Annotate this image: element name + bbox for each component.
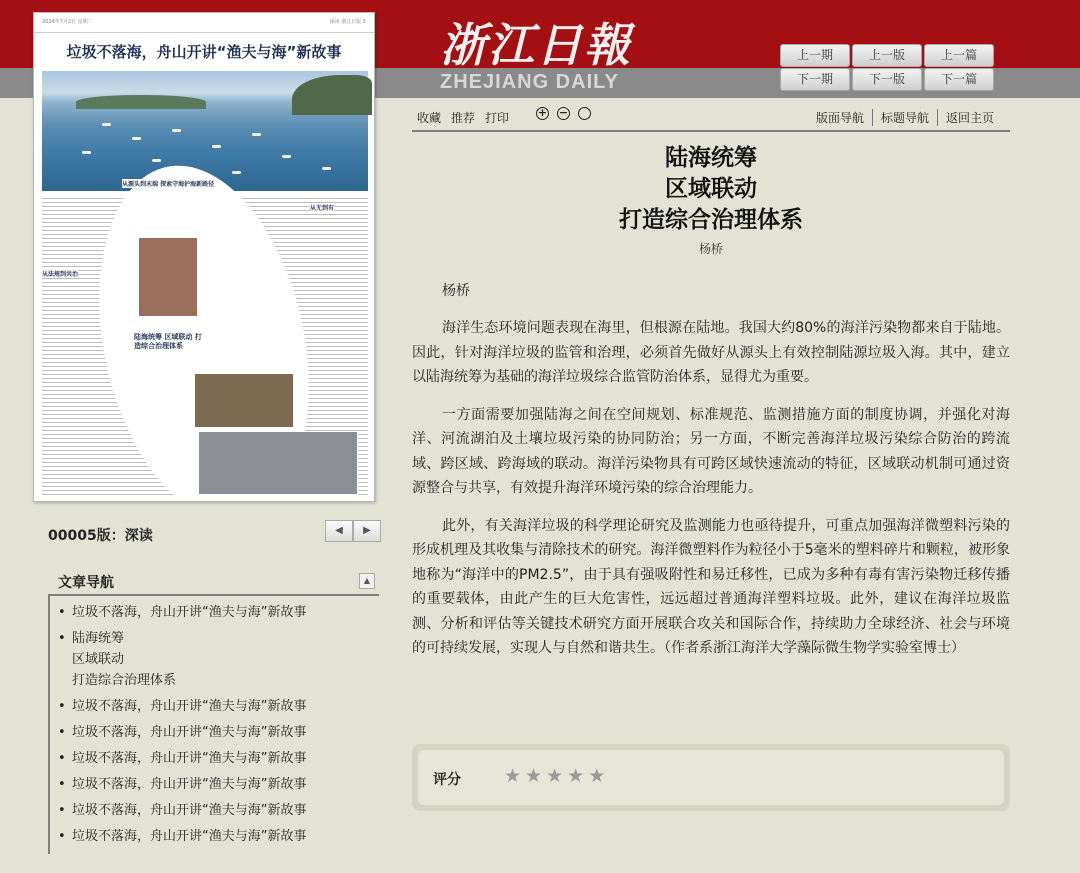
article-byline: 杨桥 bbox=[698, 242, 723, 256]
page-thumbnail[interactable] bbox=[33, 12, 375, 502]
star-icon[interactable]: ★ bbox=[567, 765, 585, 787]
page-pager bbox=[325, 520, 381, 542]
next-issue-button[interactable]: 下一期 bbox=[780, 68, 850, 91]
thumbnail-photo bbox=[138, 237, 198, 317]
toc-item[interactable] bbox=[58, 826, 379, 847]
article-author: 杨桥 bbox=[442, 283, 470, 299]
page-nav-link[interactable]: 版面导航 bbox=[815, 111, 864, 125]
rating-panel bbox=[412, 744, 1010, 811]
next-article-button[interactable]: 下一篇 bbox=[924, 68, 994, 91]
boat-shape bbox=[102, 123, 111, 126]
font-zoom-controls bbox=[536, 107, 591, 120]
toc-item[interactable] bbox=[58, 602, 379, 623]
boat-shape bbox=[132, 137, 141, 140]
toc-item-label: 垃圾不落海，舟山开讲“渔夫与海”新故事 bbox=[72, 829, 307, 844]
island-shape bbox=[76, 95, 206, 109]
article-title bbox=[412, 143, 1010, 236]
toc-header bbox=[48, 568, 379, 596]
bullet-icon: • bbox=[58, 605, 66, 620]
rating-inner bbox=[418, 750, 1004, 805]
bullet-icon: • bbox=[58, 699, 66, 714]
bullet-icon: • bbox=[58, 803, 66, 818]
toc-title: 文章导航 bbox=[58, 575, 114, 591]
boat-shape bbox=[152, 159, 161, 162]
issue-navigation bbox=[780, 44, 996, 91]
toc-collapse-button[interactable]: ▲ bbox=[359, 573, 375, 589]
boat-shape bbox=[232, 171, 241, 174]
toc-item[interactable] bbox=[58, 628, 379, 691]
bullet-icon: • bbox=[58, 751, 66, 766]
boat-shape bbox=[82, 151, 91, 154]
star-icon[interactable]: ★ bbox=[546, 765, 564, 787]
thumbnail-subhead: 从无到有 bbox=[310, 205, 335, 212]
article-paragraph: 海洋生态环境问题表现在海里，但根源在陆地。我国大约80%的海洋污染物都来自于陆地。因此，针对海洋垃圾的监管和治理，必须首先做好从源头上有效控制陆源垃圾入海。其中，建立以陆海统筹为基础的海洋垃圾综合监管防治体系，显得尤为重要。 bbox=[412, 320, 1010, 385]
bullet-icon: • bbox=[58, 631, 66, 646]
site-navigation bbox=[808, 109, 1002, 126]
toc-item-label: 垃圾不落海，舟山开讲“渔夫与海”新故事 bbox=[72, 751, 307, 766]
logo-chinese: 浙江日報 bbox=[440, 18, 632, 72]
toc-item[interactable] bbox=[58, 774, 379, 795]
toc-item[interactable] bbox=[58, 722, 379, 743]
prev-page-button[interactable]: 上一版 bbox=[852, 44, 922, 67]
rating-label: 评分 bbox=[433, 772, 461, 788]
logo-english: ZHEJIANG DAILY bbox=[440, 71, 619, 93]
zhejiang-daily-logo[interactable] bbox=[440, 18, 650, 100]
boat-shape bbox=[212, 145, 221, 148]
article-paragraph: 此外，有关海洋垃圾的科学理论研究及监测能力也亟待提升，可重点加强海洋微塑料污染的形成机理及其收集与清除技术的研究。海洋微塑料作为粒径小于5毫米的塑料碎片和颗粒，被形象地称为“海洋中的PM2.5”，由于具有强吸附性和易迁移性，已成为多种有毒有害污染物迁移传播的重要载体，由此产生的巨大危害性，远远超过普通海洋塑料垃圾。此外，建议在海洋垃圾监测、分析和评估等关键技术研究方面开展联合攻关和国际合作，持续助力全球经济、社会与环境的可持续发展，实现人与自然和谐共生。（作者系浙江海洋大学藻际微生物学实验室博士） bbox=[412, 517, 1010, 656]
article-actions bbox=[417, 109, 509, 126]
article-toolbar bbox=[412, 103, 1010, 132]
bullet-icon: • bbox=[58, 829, 66, 844]
edition-label: 00005版：深读 bbox=[48, 528, 153, 544]
thumbnail-subhead: 从法规到共治 bbox=[42, 271, 79, 278]
title-nav-link[interactable]: 标题导航 bbox=[872, 109, 937, 126]
prev-issue-button[interactable]: 上一期 bbox=[780, 44, 850, 67]
toc-item[interactable] bbox=[58, 748, 379, 769]
toc-item-label: 垃圾不落海，舟山开讲“渔夫与海”新故事 bbox=[72, 725, 307, 740]
article-title-line: 陆海统筹 bbox=[665, 145, 757, 171]
thumbnail-subhead: 陆海统筹 区域联动 打造综合治理体系 bbox=[134, 333, 204, 351]
toc-item-label: 垃圾不落海，舟山开讲“渔夫与海”新故事 bbox=[72, 605, 307, 620]
next-page-button[interactable]: 下一版 bbox=[852, 68, 922, 91]
boat-shape bbox=[252, 133, 261, 136]
zoom-in-icon[interactable]: + bbox=[537, 106, 548, 119]
recommend-link[interactable]: 推荐 bbox=[451, 111, 476, 125]
article-navigation bbox=[48, 568, 379, 854]
article-title-line: 区域联动 bbox=[665, 176, 757, 202]
thumbnail-subhead: 从源头到末端 探索守海护海新路径 bbox=[122, 181, 215, 188]
toc-item-label: 垃圾不落海，舟山开讲“渔夫与海”新故事 bbox=[72, 699, 307, 714]
article-body bbox=[412, 316, 1010, 674]
thumbnail-date: 2024年7月2日 星期二 bbox=[42, 19, 93, 25]
toc-item-label: 垃圾不落海，舟山开讲“渔夫与海”新故事 bbox=[72, 777, 307, 792]
next-page-arrow[interactable]: ▶ bbox=[353, 520, 381, 542]
thumbnail-photo bbox=[198, 431, 358, 495]
prev-article-button[interactable]: 上一篇 bbox=[924, 44, 994, 67]
prev-page-arrow[interactable]: ◀ bbox=[325, 520, 353, 542]
toc-item[interactable] bbox=[58, 696, 379, 717]
boat-shape bbox=[282, 155, 291, 158]
thumbnail-headline: 垃圾不落海，舟山开讲“渔夫与海”新故事 bbox=[66, 43, 342, 61]
boat-shape bbox=[172, 129, 181, 132]
toc-item[interactable] bbox=[58, 800, 379, 821]
toc-item-label: 陆海统筹 bbox=[72, 631, 125, 646]
home-link[interactable]: 返回主页 bbox=[937, 109, 1002, 126]
star-icon[interactable]: ★ bbox=[504, 765, 522, 787]
thumbnail-masthead bbox=[34, 13, 374, 33]
thumbnail-page-label: 深读 浙江日报 5 bbox=[329, 19, 366, 25]
zoom-reset-icon[interactable] bbox=[578, 107, 591, 120]
thumbnail-photo bbox=[194, 373, 294, 428]
star-icon[interactable]: ★ bbox=[588, 765, 606, 787]
bullet-icon: • bbox=[58, 725, 66, 740]
toc-item-label: 垃圾不落海，舟山开讲“渔夫与海”新故事 bbox=[72, 803, 307, 818]
article-paragraph: 一方面需要加强陆海之间在空间规划、标准规范、监测措施方面的制度协调，并强化对海洋、河流湖泊及土壤垃圾污染的协同防治；另一方面，不断完善海洋垃圾污染综合防治的跨流域、跨区域、跨海域的联动。海洋污染物具有可跨区域快速流动的特征，区域联动机制可通过资源整合与共享，有效提升海洋环境污染的综合治理能力。 bbox=[412, 406, 1010, 496]
bullet-icon: • bbox=[58, 777, 66, 792]
rating-stars bbox=[504, 766, 605, 786]
toc-item-label: 打造综合治理体系 bbox=[72, 673, 177, 688]
star-icon[interactable]: ★ bbox=[525, 765, 543, 787]
toc-list bbox=[48, 596, 379, 854]
boat-shape bbox=[322, 167, 331, 170]
article-title-line: 打造综合治理体系 bbox=[619, 207, 803, 233]
print-link[interactable]: 打印 bbox=[485, 111, 510, 125]
collect-link[interactable]: 收藏 bbox=[417, 111, 442, 125]
island-shape bbox=[292, 75, 372, 115]
zoom-out-icon[interactable]: − bbox=[558, 106, 569, 119]
toc-item-label: 区域联动 bbox=[72, 652, 125, 667]
